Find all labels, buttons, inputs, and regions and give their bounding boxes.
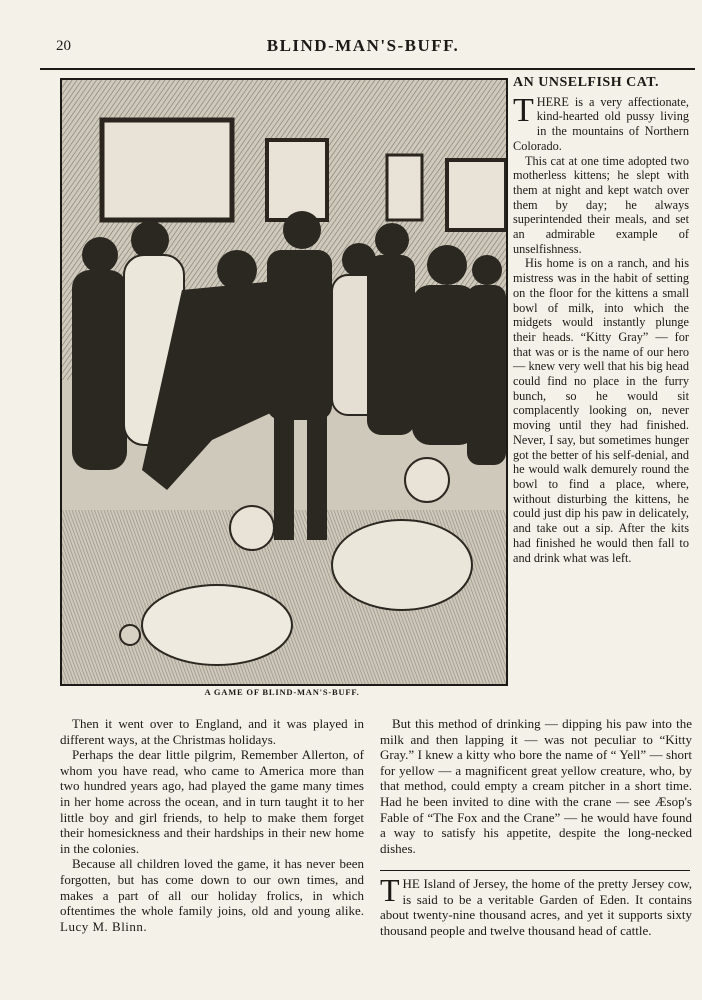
- author-signature: Lucy M. Blinn.: [60, 918, 148, 934]
- cat-article-dropcap: T: [513, 91, 534, 129]
- header-rule: [40, 68, 695, 70]
- blind-mans-buff-engraving: [62, 80, 506, 684]
- cat-article-paragraph-1: [513, 91, 689, 154]
- cat-article: [513, 76, 689, 565]
- cat-article-title: AN UNSELFISH CAT.: [513, 75, 660, 90]
- blindman-paragraph-3-text: Because all children loved the game, it has never been forgotten, but has come down to our own times, and makes a part of all our holiday frolics, in which oftentimes the whole family joins, old and young alike.: [60, 856, 364, 919]
- page-number: 20: [56, 38, 71, 54]
- jersey-article: [380, 872, 692, 938]
- cat-article-paragraph-4: But this method of drinking — dipping his paw into the milk and then lapping it — was not peculiar to “Kitty Gray.” I knew a kitty who bore the name of “ Yell” — short for yellow — a magnificent great yellow creature, who, by that method, could empty a cream pitcher in a short time. Had he been invited to dine with the crane — see Æsop's Fable of “The Fox and the Crane” — he would have found a way to satisfy his appetite, despite the long-necked dishes.: [380, 716, 692, 856]
- running-title: BLIND-MAN'S-BUFF.: [266, 36, 460, 55]
- blindman-paragraph-2: Perhaps the dear little pilgrim, Remember Allerton, of whom you have read, who came to America more than two hundred years ago, had played the game many times in her home across the ocean, and in turn taught it to her little boy and girl friends, to help to make them forget their homesickness and their hardships in their new home in the colonies.: [60, 747, 364, 856]
- jersey-dropcap: T: [380, 872, 400, 908]
- blindman-article-continuation: [60, 716, 364, 934]
- cat-article-paragraph-2: This cat at one time adopted two motherless kittens; he slept with them at night and kept watch over them by day; he always superintended their meals, and set an admirable example of unselfishness.: [513, 153, 689, 256]
- engraving-illustration: [60, 78, 508, 686]
- article-divider: [380, 870, 690, 871]
- cat-article-continuation: [380, 716, 692, 856]
- blindman-paragraph-1: Then it went over to England, and it was played in different ways, at the Christmas holidays.: [60, 716, 364, 747]
- jersey-article-text: HE Island of Jersey, the home of the pretty Jersey cow, is said to be a veritable Garden of Eden. It contains about twenty-nine thousand acres, and yet it supports sixty thousand people and twelve thousand head of cattle.: [380, 876, 692, 938]
- illustration-caption: A GAME OF BLIND-MAN'S-BUFF.: [204, 687, 360, 697]
- page-header: [28, 30, 698, 60]
- cat-article-paragraph-1-text: HERE is a very affectionate, kind-hearted old pussy living in the mountains of Northern Colorado.: [513, 94, 689, 153]
- cat-article-paragraph-3: His home is on a ranch, and his mistress was in the habit of setting on the floor for the kittens a small bowl of milk, into which the midgets would instantly plunge their heads. “Kitty Gray” — for that was or is the name of our hero — knew very well that his big head could find no place in the furry bunch, so he would sit complacently looking on, never moving until they had finished. Never, I say, but sometimes hunger got the better of his self-denial, and he would walk demurely round the bowl to find a place, where, without disturbing the kittens, he could just dip his paw in delicately, and take out a sip. After the kits had finished he would then fall to and drink what was left.: [513, 256, 689, 565]
- blindman-paragraph-3: [60, 856, 364, 934]
